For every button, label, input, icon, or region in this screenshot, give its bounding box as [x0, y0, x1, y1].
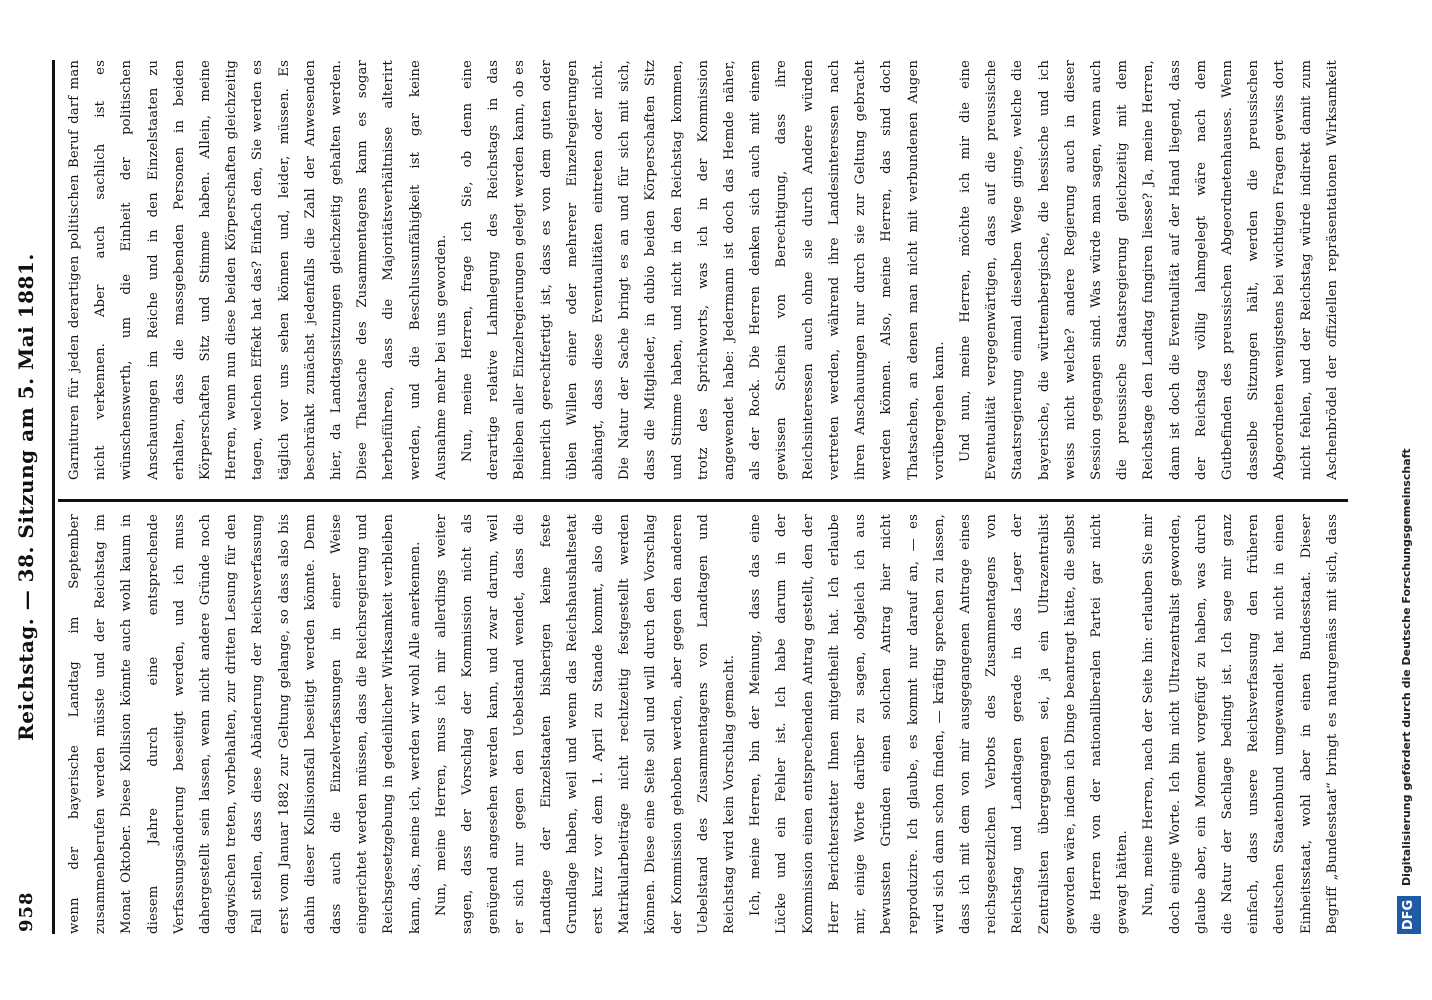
paragraph: Nun, meine Herren, frage ich Sie, ob denn eine derartige relative Lahmlegung des Reichstags in das Belieben aller Einzelregierungen gelegt werden kann, ob es innerlich gerechtfertigt ist, dass es von dem guten oder üblen Willen einer oder mehrerer Einzelregierungen abhängt, dass diese Eventualitäten eintreten oder nicht. Die Natur der Sache bringt es an und für sich mit sich, dass die Mitglieder, in dubio beiden Körperschaften Sitz und Stimme haben, und nicht in den Reichstag kommen, trotz des Sprichworts, was ich in der Kommission angewendet habe: Jedermann ist doch das Hemde näher, als der Rock. Die Herren denken sich auch mit einem gewissen Schein von Berechtigung, dass ihre Reichsinteressen auch ohne sie durch Andere würden vertreten werden, während ihre Landesinteressen nach ihren Anschauungen nur durch sie zur Geltung gebracht werden können. Also, meine Herren, das sind doch Thatsachen, an denen man nicht mit verbundenen Augen vorübergehen kann. [460, 60, 947, 480]
left-column [62, 514, 1342, 934]
right-column-text [62, 60, 1342, 480]
paragraph: Und nun, meine Herren, möchte ich mir die eine Eventualität vergegenwärtigen, dass auf die preussische Staatsregierung einmal dieselben Wege ginge, welche die bayerische, die württembergische, die hessische und ich weiss nicht welche? andere Regierung auch in dieser Session gegangen sind. Was würde man sagen, wenn auch die preussische Staatsregierung gleichzeitig mit dem Reichstage den Landtag fungiren liesse? Ja, meine Herren, dann ist doch die Eventualität auf der Hand liegend, dass der Reichstag völlig lahmgelegt wäre nach dem Gutbefinden des preussischen Abgeordnetenhauses. Wenn dasselbe Sitzungen hält, werden die preussischen Abgeordneten wenigstens bei wichtigen Fragen gewiss dort nicht fehlen, und der Reichstag würde indirekt damit zum Aschenbrödel der offiziellen repräsentationen Wirksamkeit [957, 60, 1340, 480]
page-header [6, 62, 46, 932]
paragraph: Garnituren für jeden derartigen politischen Beruf darf man nicht verkennen. Aber auch sachlich ist es wünschenswerth, um die Einheit der politischen Anschauungen im Reiche und in den Einzelstaaten zu erhalten, dass die massgebenden Personen in beiden Körperschaften Sitz und Stimme haben. Allein, meine Herren, wenn nun diese beiden Körperschaften gleichzeitig tagen, welchen Effekt hat das? Einfach den, Sie werden es täglich vor uns sehen können und, leider, müssen. Es beschränkt zunächst jedenfalls die Zahl der Anwesenden hier, da Landtagssitzungen gleichzeitig gehalten werden. Diese Thatsache des Zusammentagens kann es sogar herbeiführen, dass die Majoritätsverhältnisse alterirt werden, und die Beschlussunfähigkeit ist gar keine Ausnahme mehr bei uns geworden. [67, 60, 449, 480]
paragraph: Ich, meine Herren, bin der Meinung, dass das eine Lücke und ein Fehler ist. Ich habe darum in der Kommission einen entsprechenden Antrag gestellt, den der Herr Berichterstatter Ihnen mitgetheilt hat. Ich erlaube mir, einige Worte darüber zu sagen, obgleich ich aus bewussten Gründen einen solchen Antrag hier nicht reproduzire. Ich glaube, es kommt nur darauf an, — es wird sich dann schon finden, — kräftig sprechen zu lassen, dass ich mit dem von mir ausgegangenen Antrage eines reichsgesetzlichen Verbots des Zusammentagens von Reichstag und Landtagen gerade in das Lager der Zentralisten übergegangen sei, ja ein Ultrazentralist geworden wäre, indem ich Dinge beantragt hätte, die selbst die Herren von der nationalliberalen Partei gar nicht gewagt hätten. [748, 514, 1131, 934]
running-head: Reichstag. — 38. Sitzung am 5. Mai 1881. [14, 253, 38, 741]
digitization-strip [1395, 60, 1425, 934]
paragraph: Nun, meine Herren, nach der Seite hin: erlauben Sie mir doch einige Worte. Ich bin nicht Ultrazentralist geworden, glaube aber, ein Moment vorgefügt zu haben, was durch die Natur der Sachlage bedingt ist. Ich sage mir ganz einfach, dass unsere Reichsverfassung den früheren deutschen Staatenbund umgewandelt hat nicht in einen Einheitsstaat, wohl aber in einen Bundesstaat. Dieser Begriff „Bundesstaat“ bringt es naturgemäss mit sich, dass [1141, 514, 1340, 934]
dfg-logo: DFG [1397, 896, 1421, 934]
paragraph: wenn der bayerische Landtag im September zusammenberufen werden müsste und der Reichstag im Monat Oktober. Diese Kollision könnte auch wohl kaum in diesem Jahre durch eine entsprechende Verfassungsänderung beseitigt werden, und ich muss dahergestellt sein lassen, wenn nicht andere Gründe noch dagwischen treten, vorbehalten, zur dritten Lesung für den Fall stellen, dass diese Abänderung der Reichsverfassung erst vom Januar 1882 zur Geltung gelange, so dass also bis dahin dieser Kollisionsfall beseitigt werden könnte. Denn dass auch die Einzelverfassungen in einer Weise eingerichtet werden müssen, dass die Reichsregierung und Reichsgesetzgebung in gedeihlicher Wirksamkeit verbleiben kann, das, meine ich, werden wir wohl Alle anerkennen. [67, 514, 423, 934]
page-number: 958 [16, 891, 37, 932]
left-column-text [62, 514, 1342, 934]
digitization-note: Digitalisierung gefördert durch die Deutsche Forschungsgemeinschaft [1400, 448, 1413, 886]
column-divider [58, 499, 1348, 502]
header-rule [52, 60, 55, 934]
paragraph: Nun, meine Herren, muss ich mir allerdings weiter sagen, dass der Vorschlag der Kommission nicht als genügend angesehen werden kann, und zwar darum, weil er sich nur gegen den Uebelstand wendet, dass die Landtage der Einzelstaaten bisherigen keine feste Grundlage haben, weil und wenn das Reichshaushaltsetat erst kurz vor dem 1. April zu Stande kommt, also die Matrikularbeiträge nicht rechtzeitig festgestellt werden können. Diese eine Seite soll und will durch den Vorschlag der Kommission gehoben werden, aber gegen den anderen Uebelstand des Zusammentagens von Landtagen und Reichstag wird kein Vorschlag gemacht. [433, 514, 738, 934]
right-column [62, 60, 1342, 480]
